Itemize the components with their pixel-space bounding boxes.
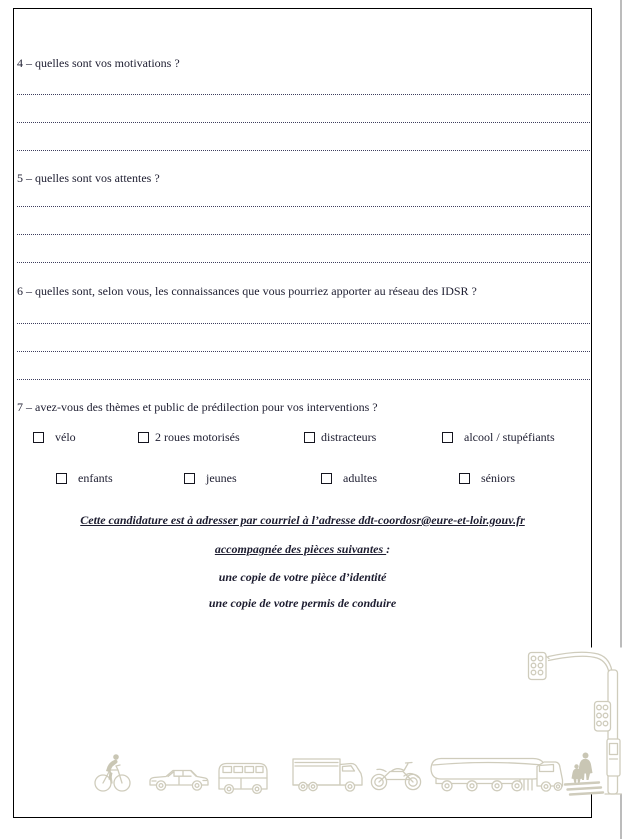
checkbox-distracteurs-label: distracteurs [321, 430, 377, 444]
checkbox-velo[interactable] [33, 432, 44, 443]
attachments-intro-colon: : [386, 542, 391, 556]
public-option-adultes [321, 472, 377, 485]
checkbox-distracteurs[interactable] [304, 432, 315, 443]
checkbox-enfants[interactable] [56, 473, 67, 484]
checkbox-jeunes[interactable] [184, 473, 195, 484]
answer-dotted-line-q4-1[interactable] [17, 94, 590, 95]
checkbox-seniors-label: séniors [481, 471, 515, 485]
checkbox-2-roues-motorises-label: 2 roues motorisés [155, 430, 240, 444]
submission-instruction [13, 513, 592, 528]
theme-option-2-roues-motorises [138, 431, 240, 444]
question-7-label: 7 – avez-vous des thèmes et public de prédilection pour vos interventions ? [17, 400, 378, 414]
sedan-car-icon [150, 771, 208, 791]
public-option-enfants [56, 472, 113, 485]
van-icon [219, 764, 267, 794]
attachments-intro-text: accompagnée des pièces suivantes [214, 542, 387, 556]
question-4-label: 4 – quelles sont vos motivations ? [17, 56, 180, 70]
answer-dotted-line-q5-2[interactable] [17, 234, 590, 235]
tanker-truck-icon [431, 759, 563, 792]
checkbox-adultes-label: adultes [343, 471, 377, 485]
checkbox-enfants-label: enfants [78, 471, 113, 485]
checkbox-alcool-stupefiants[interactable] [442, 432, 453, 443]
theme-option-velo [33, 431, 76, 444]
motorcycle-icon [371, 763, 420, 790]
public-option-jeunes [184, 472, 237, 485]
answer-dotted-line-q5-3[interactable] [17, 262, 590, 263]
attachments-intro [13, 542, 592, 557]
checkbox-adultes[interactable] [321, 473, 332, 484]
checkbox-alcool-stupefiants-label: alcool / stupéfiants [464, 430, 555, 444]
public-option-seniors [459, 472, 515, 485]
answer-dotted-line-q6-1[interactable] [17, 323, 590, 324]
theme-option-distracteurs [304, 431, 376, 444]
box-truck-icon [293, 759, 362, 791]
checkbox-2-roues-motorises[interactable] [138, 432, 149, 443]
checkbox-seniors[interactable] [459, 473, 470, 484]
checkbox-velo-label: vélo [55, 430, 76, 444]
question-5-label: 5 – quelles sont vos attentes ? [17, 171, 160, 185]
answer-dotted-line-q5-1[interactable] [17, 206, 590, 207]
roadside-illustration [80, 640, 623, 805]
checkbox-jeunes-label: jeunes [206, 471, 237, 485]
theme-option-alcool-stupefiants [442, 431, 555, 444]
attachment-id-card: une copie de votre pièce d’identité [218, 570, 387, 584]
attachment-driving-licence: une copie de votre permis de conduire [208, 596, 397, 610]
answer-dotted-line-q4-3[interactable] [17, 150, 590, 151]
answer-dotted-line-q4-2[interactable] [17, 122, 590, 123]
cyclist-icon [95, 754, 130, 791]
answer-dotted-line-q6-2[interactable] [17, 351, 590, 352]
submission-instruction-text: Cette candidature est à adresser par courriel à l’adresse ddt-coordosr@eure-et-loir.gouv.fr [80, 513, 525, 527]
question-6-label: 6 – quelles sont, selon vous, les connaissances que vous pourriez apporter au réseau des IDSR ? [17, 284, 477, 298]
answer-dotted-line-q6-3[interactable] [17, 379, 590, 380]
